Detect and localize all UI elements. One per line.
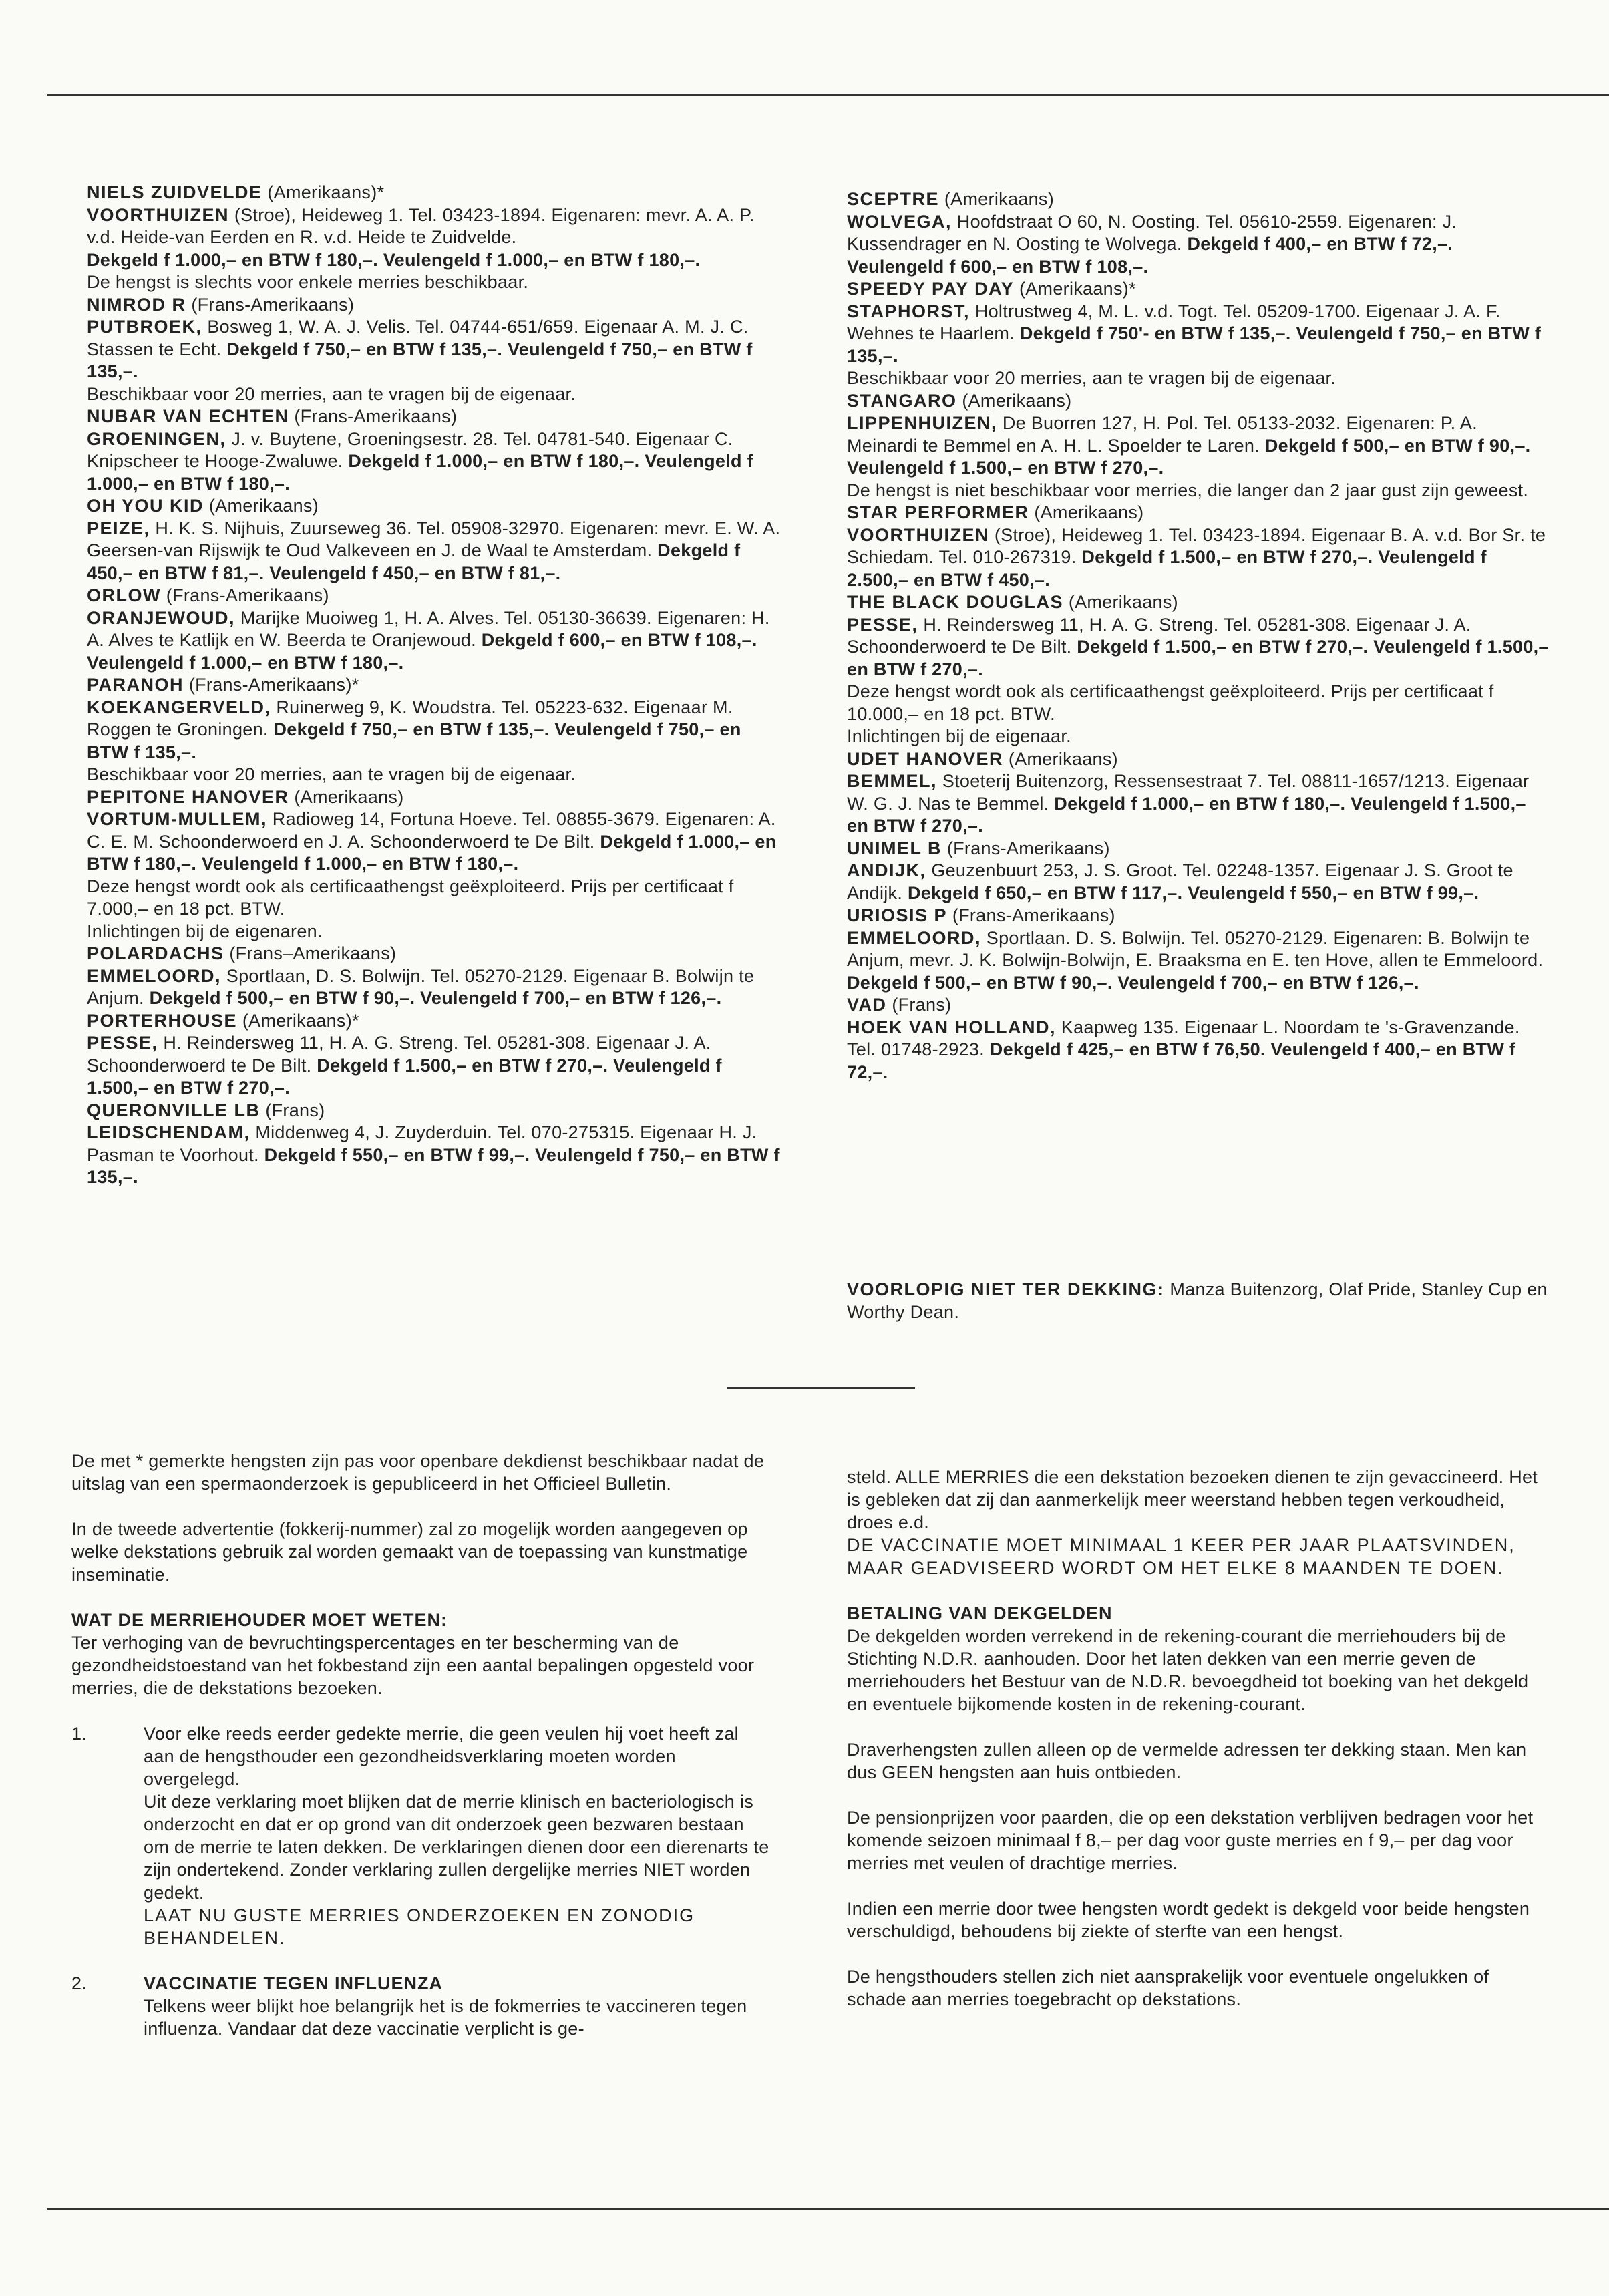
stallion-origin: (Frans) — [892, 995, 952, 1015]
stallion-detail — [87, 383, 785, 406]
bottom-right-column — [847, 1466, 1548, 2011]
stallion-heading — [87, 405, 785, 428]
stallion-info: H. Reindersweg 11, H. A. G. Streng. Tel. 05281-308. Eigenaar J. A. Schoonderwoerd te De Bilt. — [847, 614, 1471, 657]
stallion-info: Marijke Muoiweg 1, H. A. Alves. Tel. 05130-36639. Eigenaren: H. A. Alves te Katlijk en W. Beerda te Oranjewoud. — [87, 607, 770, 650]
paragraph-inseminatie: In de tweede advertentie (fokkerij-nummer) zal zo mogelijk worden aangegeven op welke dekstations gebruik zal worden gemaakt van de toepassing van kunstmatige inseminatie. — [71, 1519, 748, 1585]
stallion-name: NIELS ZUIDVELDE — [87, 182, 262, 202]
stallion-detail — [87, 808, 785, 876]
stallion-heading — [87, 182, 785, 204]
stallion-detail — [87, 921, 785, 943]
stallion-heading — [87, 674, 785, 697]
bottom-rule — [47, 2208, 1609, 2210]
stallion-heading — [847, 278, 1552, 301]
stallion-fees: Dekgeld f 600,– en BTW f 108,–. Veulengeld f 1.000,– en BTW f 180,–. — [87, 630, 757, 673]
stallion-info: Hoofdstraat O 60, N. Oosting. Tel. 05610-2559. Eigenaren: J. Kussendrager en N. Oosting te Wolvega. — [847, 211, 1457, 254]
paragraph-asterisk-note: De met * gemerkte hengsten zijn pas voor openbare dekdienst beschikbaar nadat de uitslag van een spermaonderzoek is gepubliceerd in het Officieel Bulletin. — [71, 1451, 765, 1494]
stallion-info: De hengst is niet beschikbaar voor merries, die langer dan 2 jaar gust zijn geweest. — [847, 480, 1529, 500]
stallion-fees: Dekgeld f 1.500,– en BTW f 270,–. Veulengeld f 1.500,– en BTW f 270,–. — [847, 637, 1549, 679]
stallion-origin: (Frans-Amerikaans) — [946, 838, 1110, 858]
stallion-entry-uriosis-p — [847, 905, 1552, 994]
stallion-entry-polardachs — [87, 943, 785, 1010]
stallion-location: VOORTHUIZEN — [847, 524, 990, 545]
stallion-entry-vad — [847, 994, 1552, 1084]
stallion-heading — [87, 943, 785, 965]
stallion-fees: Dekgeld f 1.000,– en BTW f 180,–. Veulengeld f 1.000,– en BTW f 180,–. — [87, 451, 753, 494]
stallion-entry-oh-you-kid — [87, 495, 785, 585]
stallion-info: Holtrustweg 4, M. L. v.d. Togt. Tel. 05209-1700. Eigenaar J. A. F. Wehnes te Haarlem. — [847, 301, 1501, 343]
stallion-fees: Dekgeld f 750'- en BTW f 135,–. Veulengeld f 750,– en BTW f 135,–. — [847, 323, 1542, 366]
stallion-name: SPEEDY PAY DAY — [847, 279, 1015, 299]
stallion-info: Stoeterij Buitenzorg, Ressensestraat 7. Tel. 08811-1657/1213. Eigenaar W. G. J. Nas te Bemmel. — [847, 771, 1530, 814]
top-rule — [47, 94, 1609, 96]
stallion-location: STAPHORST, — [847, 301, 970, 321]
item1-text-a: Voor elke reeds eerder gedekte merrie, die geen veulen hij voet heeft zal aan de hengsthouder een gezondheidsverklaring moeten worden overgelegd. — [144, 1724, 739, 1789]
not-available-label: VOORLOPIG NIET TER DEKKING: — [847, 1279, 1165, 1299]
stallion-info: De Buorren 127, H. Pol. Tel. 05133-2032. Eigenaren: P. A. Meinardi te Bemmel en A. H. L. Spoelder te Laren. — [847, 413, 1477, 456]
stallion-name: UNIMEL B — [847, 838, 942, 858]
stallion-detail — [847, 860, 1552, 905]
paragraph-aansprakelijk: De hengsthouders stellen zich niet aansprakelijk voor eventuele ongelukken of schade aan merries toegebracht op dekstations. — [847, 1967, 1489, 2009]
stallion-location: PESSE, — [847, 614, 918, 635]
stallion-origin: (Amerikaans) — [294, 786, 404, 807]
stallion-info: H. K. S. Nijhuis, Zuurseweg 36. Tel. 05908-32970. Eigenaren: mevr. E. W. A. Geersen-van Rijswijk te Oud Valkeveen en J. de Waal te Amsterdam. — [87, 518, 781, 560]
item1-text-b: Uit deze verklaring moet blijken dat de merrie klinisch en bacteriologisch is onderzocht en dat er op grond van dit onderzoek geen bezwaren bestaan om de merrie te laten dekken. De verklaringen dienen door een dierenarts te zijn ondertekend. Zonder verklaring zullen dergelijke merries NIET worden gedekt. — [144, 1792, 769, 1903]
stallion-heading — [87, 294, 785, 317]
stallion-fees: Dekgeld f 500,– en BTW f 90,–. Veulengeld f 700,– en BTW f 126,–. — [847, 972, 1419, 993]
stallion-info: Middenweg 4, J. Zuyderduin. Tel. 070-275315. Eigenaar H. J. Pasman te Voorhout. — [87, 1122, 757, 1165]
stallion-info: Beschikbaar voor 20 merries, aan te vragen bij de eigenaar. — [847, 368, 1336, 388]
stallion-info: Radioweg 14, Fortuna Hoeve. Tel. 08855-3679. Eigenaren: A. C. E. M. Schoonderwoerd en J. A. Schoonderwoerd te De Bilt. — [87, 809, 776, 852]
stallion-location: KOEKANGERVELD, — [87, 697, 271, 717]
stallion-entry-sceptre — [847, 188, 1552, 278]
stallion-info: Beschikbaar voor 20 merries, aan te vragen bij de eigenaar. — [87, 383, 576, 404]
stallion-info: Sportlaan, D. S. Bolwijn. Tel. 05270-2129. Eigenaar B. Bolwijn te Anjum. — [87, 965, 755, 1008]
stallion-name: PEPITONE HANOVER — [87, 786, 289, 807]
stallion-origin: (Frans-Amerikaans) — [294, 406, 458, 426]
stallion-fees: Dekgeld f 450,– en BTW f 81,–. Veulengeld f 450,– en BTW f 81,–. — [87, 540, 741, 583]
stallion-info: Inlichtingen bij de eigenaren. — [87, 921, 323, 941]
stallion-fees: Dekgeld f 750,– en BTW f 135,–. Veulengeld f 750,– en BTW f 135,–. — [87, 719, 741, 762]
stallion-heading — [847, 838, 1552, 860]
stallion-fees: Dekgeld f 500,– en BTW f 90,–. Veulengeld f 1.500,– en BTW f 270,–. — [847, 435, 1531, 478]
stallion-detail — [87, 204, 785, 249]
stallion-detail — [87, 249, 785, 272]
stallion-entry-pepitone-hanover — [87, 786, 785, 943]
list-number-1: 1. — [71, 1724, 87, 1744]
stallion-location: BEMMEL, — [847, 771, 937, 791]
stallion-location: PESSE, — [87, 1033, 158, 1053]
stallion-location: PUTBROEK, — [87, 317, 202, 337]
stallion-detail — [87, 764, 785, 786]
stallion-location: LIPPENHUIZEN, — [847, 413, 998, 433]
stallion-info: (Stroe), Heideweg 1. Tel. 03423-1894. Eigenaar B. A. v.d. Bor Sr. te Schiedam. Tel. 010-267319. — [847, 524, 1546, 567]
item1-text-caps: LAAT NU GUSTE MERRIES ONDERZOEKEN EN ZONODIG BEHANDELEN. — [144, 1905, 695, 1948]
stallion-origin: (Frans) — [265, 1100, 325, 1120]
stallion-fees: Dekgeld f 1.500,– en BTW f 270,–. Veulengeld f 2.500,– en BTW f 450,–. — [847, 547, 1487, 590]
stallion-info: Beschikbaar voor 20 merries, aan te vragen bij de eigenaar. — [87, 764, 576, 784]
stallion-name: THE BLACK DOUGLAS — [847, 592, 1063, 612]
stallion-info: Deze hengst wordt ook als certificaathengst geëxploiteerd. Prijs per certificaat f 10.000,– en 18 pct. BTW. — [847, 681, 1494, 724]
stallion-detail — [87, 965, 785, 1010]
stallion-info: Sportlaan. D. S. Bolwijn. Tel. 05270-2129. Eigenaren: B. Bolwijn te Anjum, mevr. J. K. Bolwijn-Bolwijn, E. Braaksma en E. ten Hove, allen te Emmeloord. — [847, 927, 1544, 970]
paragraph-vaccinatie-caps: DE VACCINATIE MOET MINIMAAL 1 KEER PER JAAR PLAATSVINDEN, MAAR GEADVISEERD WORDT OM HET ELKE 8 MAANDEN TE DOEN. — [847, 1535, 1515, 1578]
stallion-info: Bosweg 1, W. A. J. Velis. Tel. 04744-651/659. Eigenaar A. M. J. C. Stassen te Echt. — [87, 317, 749, 359]
stallion-location: HOEK VAN HOLLAND, — [847, 1017, 1056, 1037]
stallion-location: ORANJEWOUD, — [87, 607, 236, 628]
stallion-origin: (Frans-Amerikaans)* — [188, 675, 359, 695]
paragraph-merriehouder-intro: Ter verhoging van de bevruchtingspercentages en ter bescherming van de gezondheidstoestand van het fokbestand zijn een aantal bepalingen opgesteld voor merries, die de dekstations bezoeken. — [71, 1633, 755, 1698]
list-item-1 — [71, 1722, 773, 1949]
stallion-detail — [847, 211, 1552, 279]
heading-merriehouder: WAT DE MERRIEHOUDER MOET WETEN: — [71, 1610, 448, 1630]
stallion-entry-speedy-pay-day — [847, 278, 1552, 390]
stallion-location: VOORTHUIZEN — [87, 204, 230, 225]
stallion-entry-orlow — [87, 585, 785, 674]
stallion-location: LEIDSCHENDAM, — [87, 1122, 250, 1142]
stallion-fees: Dekgeld f 1.000,– en BTW f 180,–. Veulengeld f 1.000,– en BTW f 180,–. — [87, 831, 777, 874]
list-item-2 — [71, 1972, 773, 2040]
stallion-heading — [847, 591, 1552, 614]
stallion-detail — [87, 428, 785, 496]
stallion-heading — [87, 1100, 785, 1122]
heading-betaling: BETALING VAN DEKGELDEN — [847, 1603, 1113, 1623]
stallion-entry-porterhouse — [87, 1010, 785, 1100]
stallion-heading — [847, 188, 1552, 211]
stallion-detail — [847, 681, 1552, 725]
stallion-info: Geuzenbuurt 253, J. S. Groot. Tel. 02248-1357. Eigenaar J. S. Groot te Andijk. — [847, 860, 1513, 903]
stallion-origin: (Frans–Amerikaans) — [229, 943, 397, 963]
stallion-heading — [847, 994, 1552, 1017]
left-stallion-column — [87, 182, 785, 1189]
stallion-origin: (Frans-Amerikaans) — [952, 905, 1115, 925]
stallion-info: De hengst is slechts voor enkele merries beschikbaar. — [87, 272, 529, 292]
stallion-info: Inlichtingen bij de eigenaar. — [847, 726, 1071, 746]
stallion-heading — [847, 748, 1552, 771]
stallion-name: OH YOU KID — [87, 496, 204, 516]
stallion-origin: (Amerikaans) — [1008, 748, 1118, 769]
stallion-name: STAR PERFORMER — [847, 502, 1029, 522]
stallion-origin: (Amerikaans)* — [1019, 279, 1136, 299]
stallion-origin: (Frans-Amerikaans) — [191, 294, 355, 315]
stallion-fees: Dekgeld f 1.000,– en BTW f 180,–. Veulengeld f 1.000,– en BTW f 180,–. — [87, 249, 701, 270]
stallion-name: STANGARO — [847, 390, 957, 411]
stallion-entry-stangaro — [847, 390, 1552, 502]
stallion-location: EMMELOORD, — [847, 927, 981, 948]
paragraph-twee-hengsten: Indien een merrie door twee hengsten wordt gedekt is dekgeld voor beide hengsten verschuldigd, behoudens bij ziekte of sterfte van een hengst. — [847, 1899, 1530, 1941]
stallion-name: PARANOH — [87, 675, 184, 695]
stallion-detail — [87, 1122, 785, 1189]
stallion-detail — [847, 480, 1552, 502]
paragraph-adressen: Draverhengsten zullen alleen op de vermelde adressen ter dekking staan. Men kan dus GEEN hengsten aan huis ontbieden. — [847, 1740, 1527, 1782]
stallion-entry-the-black-douglas — [847, 591, 1552, 748]
stallion-heading — [87, 585, 785, 607]
stallion-detail — [847, 524, 1552, 592]
stallion-fees: Dekgeld f 400,– en BTW f 72,–. Veulengeld f 600,– en BTW f 108,–. — [847, 234, 1453, 277]
stallion-name: PORTERHOUSE — [87, 1010, 238, 1031]
stallion-name: UDET HANOVER — [847, 748, 1004, 769]
stallion-heading — [87, 495, 785, 518]
stallion-origin: (Amerikaans) — [208, 496, 319, 516]
stallion-origin: (Amerikaans) — [1034, 502, 1144, 522]
bottom-left-column — [71, 1450, 773, 2040]
stallion-name: VAD — [847, 995, 887, 1015]
stallion-info: Deze hengst wordt ook als certificaathengst geëxploiteerd. Prijs per certificaat f 7.000,– en 18 pct. BTW. — [87, 876, 734, 919]
stallion-info: H. Reindersweg 11, H. A. G. Streng. Tel. 05281-308. Eigenaar J. A. Schoonderwoerd te De Bilt. — [87, 1033, 711, 1076]
stallion-name: QUERONVILLE LB — [87, 1100, 260, 1120]
stallion-detail — [847, 412, 1552, 480]
stallion-origin: (Amerikaans) — [962, 390, 1072, 411]
stallion-heading — [87, 1010, 785, 1033]
stallion-entry-niels-zuidvelde — [87, 182, 785, 294]
stallion-heading — [87, 786, 785, 809]
stallion-location: GROENINGEN, — [87, 428, 226, 449]
stallion-heading — [847, 905, 1552, 927]
stallion-name: POLARDACHS — [87, 943, 224, 963]
right-stallion-column — [847, 188, 1552, 1084]
stallion-location: ANDIJK, — [847, 860, 926, 880]
stallion-origin: (Amerikaans)* — [242, 1010, 359, 1031]
stallion-name: NIMROD R — [87, 294, 186, 315]
stallion-info: Ruinerweg 9, K. Woudstra. Tel. 05223-632. Eigenaar M. Roggen te Groningen. — [87, 697, 733, 740]
paragraph-pensionprijzen: De pensionprijzen voor paarden, die op een dekstation verblijven bedragen voor het komende seizoen minimaal f 8,– per dag voor guste merries en f 9,– per dag voor merries met veulen of drachtige merries. — [847, 1808, 1534, 1873]
stallion-detail — [87, 518, 785, 585]
stallion-name: URIOSIS P — [847, 905, 948, 925]
stallion-name: NUBAR VAN ECHTEN — [87, 406, 289, 426]
paragraph-betaling: De dekgelden worden verrekend in de rekening-courant die merriehouders bij de Stichting N.D.R. aanhouden. Door het laten dekken van een merrie geven de merriehouders het Bestuur van de N.D.R. bevoegdheid tot boeking van het dekgeld en eventuele bijkomende kosten in de rekening-courant. — [847, 1626, 1529, 1714]
stallion-origin: (Amerikaans)* — [267, 182, 385, 202]
stallion-entry-nimrod-r — [87, 294, 785, 406]
stallion-fees: Dekgeld f 1.500,– en BTW f 270,–. Veulengeld f 1.500,– en BTW f 270,–. — [87, 1055, 722, 1098]
stallion-fees: Dekgeld f 500,– en BTW f 90,–. Veulengeld f 700,– en BTW f 126,–. — [149, 988, 722, 1008]
stallion-entry-unimel-b — [847, 838, 1552, 905]
stallion-entry-paranoh — [87, 674, 785, 786]
item2-text: Telkens weer blijkt hoe belangrijk het is de fokmerries te vaccineren tegen influenza. Vandaar dat deze vaccinatie verplicht is ge- — [144, 1996, 747, 2039]
stallion-location: EMMELOORD, — [87, 965, 221, 986]
stallion-fees: Dekgeld f 1.000,– en BTW f 180,–. Veulengeld f 1.500,– en BTW f 270,–. — [847, 793, 1526, 836]
stallion-detail — [87, 316, 785, 383]
stallion-info: J. v. Buytene, Groeningsestr. 28. Tel. 04781-540. Eigenaar C. Knipscheer te Hooge-Zwaluwe. — [87, 428, 733, 471]
stallion-detail — [847, 770, 1552, 838]
not-available-note — [847, 1279, 1552, 1323]
stallion-fees: Dekgeld f 550,– en BTW f 99,–. Veulengeld f 750,– en BTW f 135,–. — [87, 1144, 780, 1187]
stallion-location: PEIZE, — [87, 518, 150, 538]
stallion-fees: Dekgeld f 650,– en BTW f 117,–. Veulengeld f 550,– en BTW f 99,–. — [907, 882, 1479, 903]
stallion-detail — [847, 614, 1552, 681]
stallion-entry-nubar-van-echten — [87, 405, 785, 495]
stallion-name: ORLOW — [87, 585, 161, 605]
stallion-heading — [847, 502, 1552, 524]
stallion-detail — [87, 697, 785, 764]
stallion-location: WOLVEGA, — [847, 211, 952, 232]
stallion-entry-star-performer — [847, 502, 1552, 591]
stallion-origin: (Amerikaans) — [944, 189, 1054, 209]
stallion-detail — [87, 876, 785, 921]
paragraph-vaccinatie-cont: steld. ALLE MERRIES die een dekstation bezoeken dienen te zijn gevaccineerd. Het is gebleken dat zij dan aanmerkelijk meer weerstand hebben tegen verkoudheid, droes e.d. — [847, 1467, 1538, 1532]
stallion-heading — [847, 390, 1552, 413]
stallion-location: VORTUM-MULLEM, — [87, 809, 267, 829]
stallion-detail — [847, 725, 1552, 748]
stallion-name: SCEPTRE — [847, 189, 940, 209]
stallion-fees: Dekgeld f 425,– en BTW f 76,50. Veulengeld f 400,– en BTW f 72,–. — [847, 1039, 1516, 1082]
stallion-detail — [847, 367, 1552, 390]
stallion-detail — [847, 1017, 1552, 1084]
stallion-fees: Dekgeld f 750,– en BTW f 135,–. Veulengeld f 750,– en BTW f 135,–. — [87, 339, 753, 381]
stallion-info: Kaapweg 135. Eigenaar L. Noordam te 's-Gravenzande. Tel. 01748-2923. — [847, 1017, 1520, 1059]
stallion-entry-queronville-lb — [87, 1100, 785, 1189]
list-number-2: 2. — [71, 1973, 87, 1993]
not-available-text: Manza Buitenzorg, Olaf Pride, Stanley Cup en Worthy Dean. — [847, 1279, 1548, 1322]
stallion-detail — [87, 1032, 785, 1100]
stallion-detail — [847, 301, 1552, 368]
stallion-detail — [87, 607, 785, 675]
stallion-entry-udet-hanover — [847, 748, 1552, 838]
stallion-detail — [87, 271, 785, 294]
heading-vaccinatie: VACCINATIE TEGEN INFLUENZA — [144, 1973, 443, 1993]
stallion-origin: (Amerikaans) — [1068, 592, 1178, 612]
stallion-detail — [847, 927, 1552, 995]
stallion-origin: (Frans-Amerikaans) — [166, 585, 329, 605]
stallion-info: (Stroe), Heideweg 1. Tel. 03423-1894. Eigenaren: mevr. A. A. P. v.d. Heide-van Eerden en R. v.d. Heide te Zuidvelde. — [87, 204, 755, 247]
center-divider — [727, 1387, 915, 1389]
